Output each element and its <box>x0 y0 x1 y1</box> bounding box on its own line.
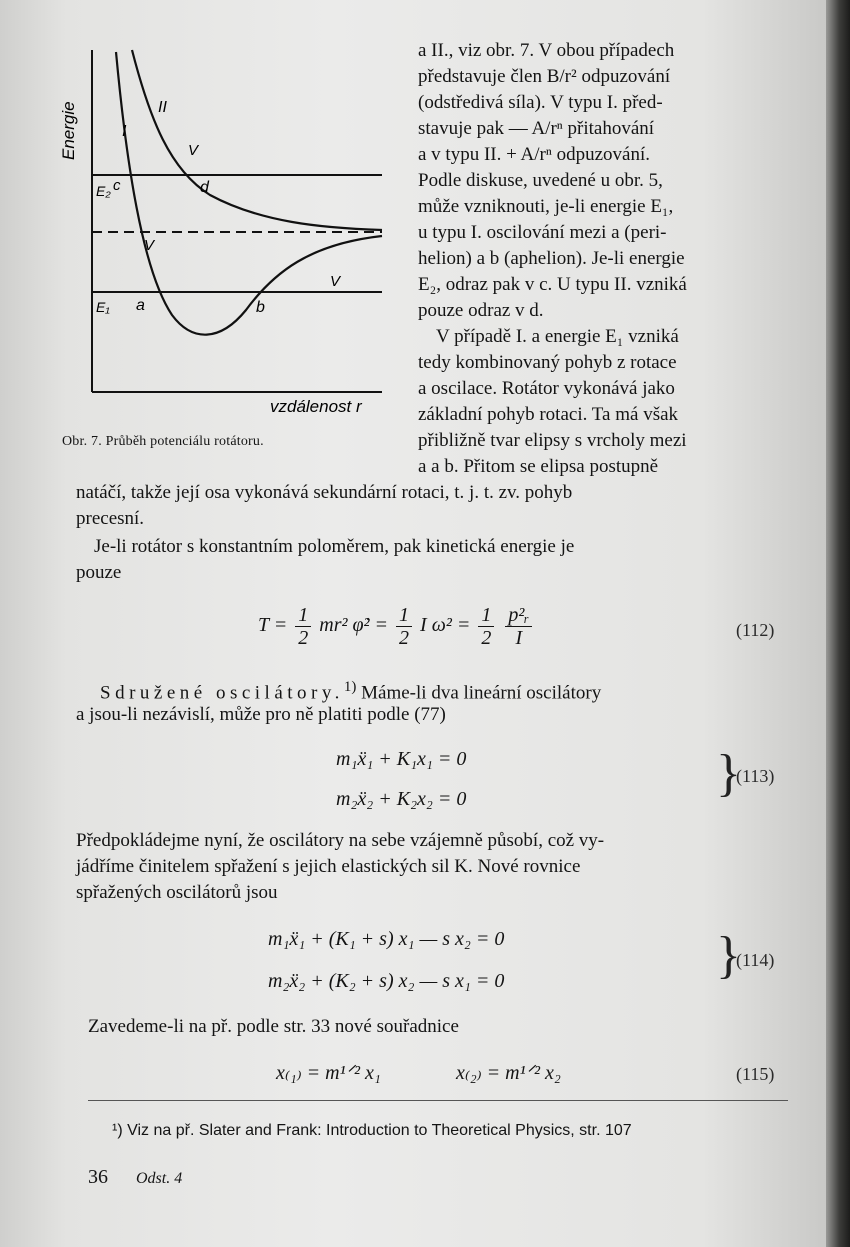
right-line: přibližně tvar elipsy s vrcholy mezi <box>418 430 687 451</box>
eq112-f4-num: p²ᵣ <box>505 604 532 627</box>
label-E2: E₂ <box>96 183 111 199</box>
paragraph-line: pouze <box>76 562 122 583</box>
paragraph-line: a jsou-li nezávislí, může pro ně platiti podle (77) <box>76 704 446 725</box>
paragraph-line: natáčí, takže její osa vykonává sekundární rotaci, t. j. t. zv. pohyb <box>76 482 573 503</box>
potential-plot <box>60 40 400 420</box>
section-title: Sdružené oscilátory. <box>100 682 344 704</box>
label-a: a <box>136 297 145 314</box>
eq112-frac3 <box>478 604 494 649</box>
section-text: Máme-li dva lineární oscilátory <box>361 682 602 704</box>
eq112-frac2 <box>396 604 412 649</box>
curve-II <box>132 50 382 230</box>
label-curve-I: I <box>122 123 127 140</box>
right-line: u typu I. oscilování mezi a (peri- <box>418 222 667 243</box>
eq112-f2-den: 2 <box>399 627 410 649</box>
right-line: Podle diskuse, uvedené u obr. 5, <box>418 170 663 191</box>
right-line: tedy kombinovaný pohyb z rotace <box>418 352 677 373</box>
label-d: d <box>200 179 209 196</box>
eq112-lhs: T = <box>258 614 288 637</box>
page-number: 36 <box>88 1166 108 1188</box>
eq112-f4-den: I <box>515 627 523 649</box>
potential-figure <box>60 40 400 420</box>
eq112-frac1 <box>295 604 311 649</box>
eq115-part2: x₍₂₎ = m¹ᐟ² x₂ <box>456 1062 561 1084</box>
footer-section: Odst. 4 <box>136 1170 183 1187</box>
right-line: a a b. Přitom se elipsa postupně <box>418 456 659 477</box>
label-b: b <box>256 299 265 316</box>
paragraph-line: Zavedeme-li na př. podle str. 33 nové souřadnice <box>88 1016 459 1037</box>
y-axis-label: Energie <box>60 101 78 160</box>
label-V-right: V <box>330 273 341 290</box>
eq112-frac4 <box>505 604 532 649</box>
footnote-rule <box>88 1100 788 1101</box>
right-line: představuje člen B/r² odpuzování <box>418 66 671 87</box>
footnote-text: ¹) Viz na př. Slater and Frank: Introduction to Theoretical Physics, str. 107 <box>112 1122 632 1139</box>
eq113-number: (113) <box>736 766 775 786</box>
eq113-line2: m₂ẍ₂ + K₂x₂ = 0 <box>336 788 467 810</box>
eq112-f1-den: 2 <box>298 627 309 649</box>
eq112-f2-num: 1 <box>396 604 412 627</box>
eq112-number: (112) <box>736 620 775 640</box>
equation-112 <box>258 604 535 649</box>
eq113-brace: } <box>716 745 741 802</box>
paragraph-line: Je-li rotátor s konstantním poloměrem, pak kinetická energie je <box>94 536 575 557</box>
paragraph-line: jádříme činitelem spřažení s jejich elastických sil K. Nové rovnice <box>76 856 581 877</box>
eq112-term2: I ω² = <box>420 614 471 637</box>
right-line: základní pohyb rotaci. Ta má však <box>418 404 679 425</box>
right-line: (odstředivá síla). V typu I. před- <box>418 92 663 113</box>
label-V-top: V <box>188 142 199 159</box>
right-line: a oscilace. Rotátor vykonává jako <box>418 378 675 399</box>
right-line: V případě I. a energie E₁ vzniká <box>436 326 679 347</box>
eq114-line1: m₁ẍ₁ + (K₁ + s) x₁ — s x₂ = 0 <box>268 928 505 950</box>
footnote-mark: 1) <box>343 679 357 695</box>
right-line: může vzniknouti, je-li energie E₁, <box>418 196 674 217</box>
eq114-line2: m₂ẍ₂ + (K₂ + s) x₂ — s x₁ = 0 <box>268 970 505 992</box>
eq112-f3-num: 1 <box>478 604 494 627</box>
right-line: stavuje pak — A/rⁿ přitahování <box>418 118 655 139</box>
label-c: c <box>113 177 121 194</box>
eq114-number: (114) <box>736 950 775 970</box>
right-line: helion) a b (aphelion). Je-li energie <box>418 248 685 269</box>
eq113-line1: m₁ẍ₁ + K₁x₁ = 0 <box>336 748 467 770</box>
eq112-f1-num: 1 <box>295 604 311 627</box>
label-E1: E₁ <box>96 299 110 315</box>
eq114-brace: } <box>716 927 741 984</box>
label-curve-II: II <box>158 99 167 116</box>
label-V-mid: V <box>144 237 155 254</box>
book-spine-shadow <box>826 0 850 1247</box>
right-line: a v typu II. + A/rⁿ odpuzování. <box>418 144 650 165</box>
right-line: pouze odraz v d. <box>418 300 544 321</box>
x-axis-label: vzdálenost r <box>270 397 362 416</box>
paragraph-line: spřažených oscilátorů jsou <box>76 882 278 903</box>
eq112-f3-den: 2 <box>481 627 492 649</box>
right-line: a II., viz obr. 7. V obou případech <box>418 40 675 61</box>
right-line: E₂, odraz pak v c. U typu II. vzniká <box>418 274 687 295</box>
paragraph-line: Předpokládejme nyní, že oscilátory na sebe vzájemně působí, což vy- <box>76 830 605 851</box>
eq112-term1: mr² φ̇² = <box>319 614 389 637</box>
paragraph-line: precesní. <box>76 508 145 529</box>
eq115-number: (115) <box>736 1064 775 1084</box>
eq115-part1: x₍₁₎ = m¹ᐟ² x₁ <box>276 1062 381 1084</box>
figure-caption: Obr. 7. Průběh potenciálu rotátoru. <box>62 434 264 449</box>
